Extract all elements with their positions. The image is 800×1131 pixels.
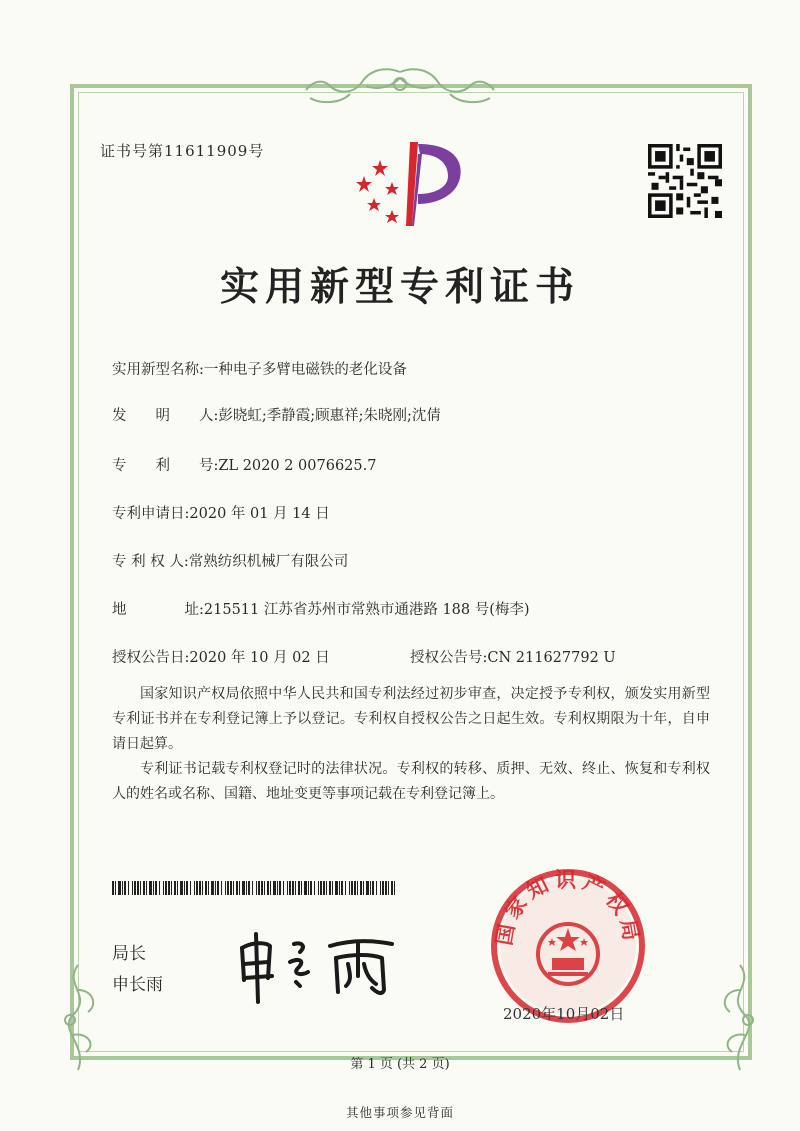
seal-text: 国家知识产权局 — [491, 868, 645, 948]
field-label: 实用新型名称: — [112, 362, 204, 378]
field-value: 2020 年 10 月 02 日 — [189, 650, 330, 666]
field-utility-name — [112, 358, 407, 379]
certificate-number: 证书号第11611909号 — [100, 142, 265, 160]
field-grant-number — [410, 646, 616, 667]
director-name: 申长雨 — [112, 975, 163, 995]
page-number: 第 1 页 (共 2 页) — [350, 1057, 450, 1072]
field-label: 地 址: — [112, 602, 204, 618]
top-ornament-icon — [290, 64, 510, 108]
footer-note: 其他事项参见背面 — [345, 1105, 454, 1120]
field-inventor — [112, 404, 441, 425]
handwritten-signature — [232, 930, 412, 1006]
field-label: 专 利 权 人: — [112, 554, 189, 570]
field-label: 专利申请日: — [112, 506, 190, 522]
field-value: ZL 2020 2 0076625.7 — [218, 458, 377, 474]
barcode-icon — [112, 881, 397, 895]
qr-code-icon[interactable] — [648, 144, 722, 218]
legal-status-paragraph: 专利证书记载专利权登记时的法律状况。专利权的转移、质押、无效、终止、恢复和专利权人的姓名或名称、国籍、地址变更等事项记载在专利登记簿上。 — [112, 761, 710, 802]
field-address — [112, 598, 530, 619]
field-patentee — [112, 550, 348, 571]
field-patent-number — [112, 454, 376, 475]
field-value: 常熟纺织机械厂有限公司 — [188, 554, 349, 570]
field-label: 授权公告日: — [112, 650, 190, 666]
field-value: 2020 年 01 月 14 日 — [189, 506, 330, 522]
field-value: 一种电子多臂电磁铁的老化设备 — [203, 362, 407, 378]
field-value: 215511 江苏省苏州市常熟市通港路 188 号(梅李) — [203, 602, 530, 618]
field-label: 发 明 人: — [112, 408, 219, 424]
field-value: 彭晓虹;季静霞;顾惠祥;朱晓刚;沈倩 — [218, 408, 441, 424]
field-value: CN 211627792 U — [487, 650, 616, 666]
field-application-date — [112, 502, 330, 523]
director-title: 局长 — [112, 944, 146, 964]
field-label: 专 利 号: — [112, 458, 219, 474]
official-seal — [488, 866, 648, 1026]
page-title: 实用新型专利证书 — [219, 265, 580, 310]
grant-statement-paragraph: 国家知识产权局依照中华人民共和国专利法经过初步审查，决定授予专利权，颁发实用新型专利证书并在专利登记簿上予以登记。专利权自授权公告之日起生效。专利权期限为十年，自申请日起算。 — [112, 686, 710, 752]
field-label: 授权公告号: — [410, 650, 488, 666]
seal-date: 2020年10月02日 — [503, 1005, 625, 1023]
field-grant-date — [112, 646, 330, 667]
patent-logo-icon — [352, 138, 472, 230]
